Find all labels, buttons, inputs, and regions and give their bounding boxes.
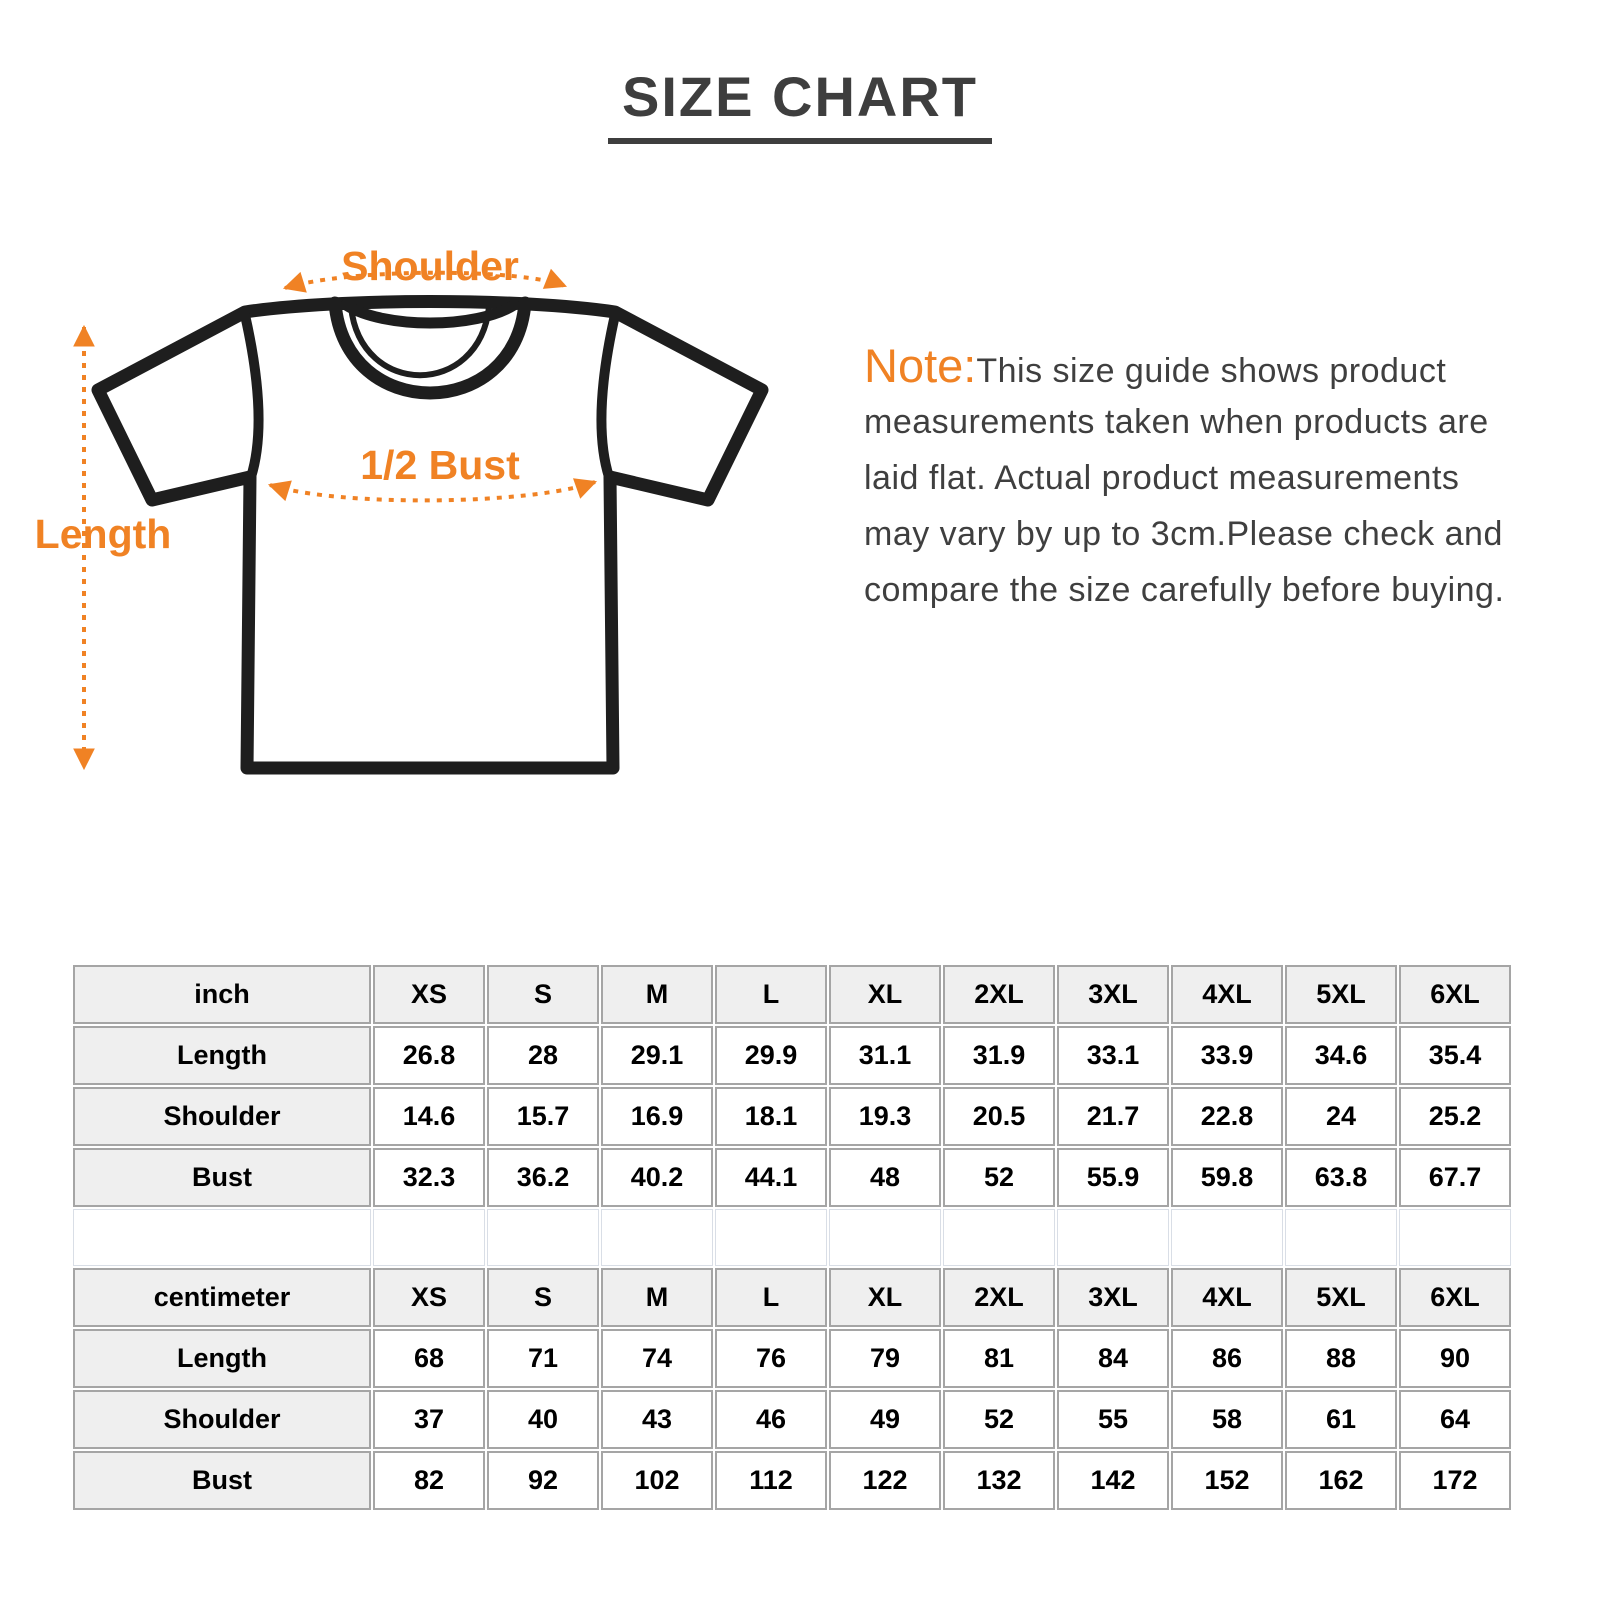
measurement-row [73, 1451, 1511, 1510]
spacer-cell [1057, 1209, 1169, 1266]
measurement-row [73, 1087, 1511, 1146]
value-cell: 35.4 [1399, 1026, 1511, 1085]
spacer-cell [1399, 1209, 1511, 1266]
size-header-cell: 6XL [1399, 1268, 1511, 1327]
value-cell: 28 [487, 1026, 599, 1085]
size-header-cell: XL [829, 965, 941, 1024]
spacer-cell [73, 1209, 371, 1266]
size-header-cell: 4XL [1171, 1268, 1283, 1327]
value-cell: 58 [1171, 1390, 1283, 1449]
value-cell: 43 [601, 1390, 713, 1449]
unit-label-cell: inch [73, 965, 371, 1024]
value-cell: 49 [829, 1390, 941, 1449]
size-chart-table [71, 963, 1513, 1512]
value-cell: 48 [829, 1148, 941, 1207]
value-cell: 71 [487, 1329, 599, 1388]
value-cell: 92 [487, 1451, 599, 1510]
value-cell: 31.1 [829, 1026, 941, 1085]
value-cell: 25.2 [1399, 1087, 1511, 1146]
value-cell: 59.8 [1171, 1148, 1283, 1207]
title-wrap [0, 64, 1600, 144]
value-cell: 74 [601, 1329, 713, 1388]
size-header-cell: 4XL [1171, 965, 1283, 1024]
spacer-cell [601, 1209, 713, 1266]
value-cell: 21.7 [1057, 1087, 1169, 1146]
value-cell: 102 [601, 1451, 713, 1510]
size-header-cell: XL [829, 1268, 941, 1327]
size-header-cell: M [601, 1268, 713, 1327]
value-cell: 81 [943, 1329, 1055, 1388]
measurement-row [73, 1148, 1511, 1207]
value-cell: 37 [373, 1390, 485, 1449]
value-cell: 52 [943, 1390, 1055, 1449]
size-header-cell: XS [373, 1268, 485, 1327]
value-cell: 55 [1057, 1390, 1169, 1449]
measurement-row [73, 1329, 1511, 1388]
size-header-cell: 2XL [943, 1268, 1055, 1327]
note-line: compare the size carefully before buying. [864, 571, 1505, 609]
measurement-row [73, 1026, 1511, 1085]
measurement-row [73, 1390, 1511, 1449]
note-text [864, 338, 1529, 618]
value-cell: 112 [715, 1451, 827, 1510]
measurement-label-cell: Length [73, 1329, 371, 1388]
value-cell: 14.6 [373, 1087, 485, 1146]
value-cell: 55.9 [1057, 1148, 1169, 1207]
measurement-label-cell: Shoulder [73, 1390, 371, 1449]
shoulder-label: Shoulder [341, 243, 519, 289]
value-cell: 20.5 [943, 1087, 1055, 1146]
value-cell: 52 [943, 1148, 1055, 1207]
value-cell: 90 [1399, 1329, 1511, 1388]
value-cell: 172 [1399, 1451, 1511, 1510]
value-cell: 132 [943, 1451, 1055, 1510]
value-cell: 32.3 [373, 1148, 485, 1207]
measurement-label-cell: Bust [73, 1451, 371, 1510]
value-cell: 24 [1285, 1087, 1397, 1146]
value-cell: 122 [829, 1451, 941, 1510]
spacer-cell [373, 1209, 485, 1266]
value-cell: 40.2 [601, 1148, 713, 1207]
value-cell: 46 [715, 1390, 827, 1449]
value-cell: 162 [1285, 1451, 1397, 1510]
value-cell: 29.1 [601, 1026, 713, 1085]
value-cell: 44.1 [715, 1148, 827, 1207]
spacer-cell [715, 1209, 827, 1266]
size-header-cell: XS [373, 965, 485, 1024]
value-cell: 79 [829, 1329, 941, 1388]
value-cell: 15.7 [487, 1087, 599, 1146]
value-cell: 84 [1057, 1329, 1169, 1388]
value-cell: 33.1 [1057, 1026, 1169, 1085]
unit-header-row [73, 965, 1511, 1024]
measurement-label-cell: Bust [73, 1148, 371, 1207]
value-cell: 36.2 [487, 1148, 599, 1207]
spacer-cell [487, 1209, 599, 1266]
value-cell: 86 [1171, 1329, 1283, 1388]
value-cell: 29.9 [715, 1026, 827, 1085]
size-header-cell: 6XL [1399, 965, 1511, 1024]
value-cell: 19.3 [829, 1087, 941, 1146]
spacer-cell [829, 1209, 941, 1266]
size-header-cell: L [715, 1268, 827, 1327]
tshirt-diagram [20, 230, 810, 830]
note-line: may vary by up to 3cm.Please check and [864, 515, 1503, 553]
value-cell: 34.6 [1285, 1026, 1397, 1085]
note-line: measurements taken when products are [864, 403, 1489, 441]
measurement-label-cell: Shoulder [73, 1087, 371, 1146]
value-cell: 142 [1057, 1451, 1169, 1510]
value-cell: 33.9 [1171, 1026, 1283, 1085]
value-cell: 40 [487, 1390, 599, 1449]
page-title: SIZE CHART [608, 64, 992, 144]
length-label: Length [34, 511, 172, 557]
note-line: laid flat. Actual product measurements [864, 459, 1460, 497]
value-cell: 88 [1285, 1329, 1397, 1388]
value-cell: 76 [715, 1329, 827, 1388]
measurement-label-cell: Length [73, 1026, 371, 1085]
value-cell: 18.1 [715, 1087, 827, 1146]
unit-header-row [73, 1268, 1511, 1327]
spacer-row [73, 1209, 1511, 1266]
value-cell: 16.9 [601, 1087, 713, 1146]
spacer-cell [1171, 1209, 1283, 1266]
value-cell: 152 [1171, 1451, 1283, 1510]
value-cell: 64 [1399, 1390, 1511, 1449]
value-cell: 82 [373, 1451, 485, 1510]
size-header-cell: S [487, 965, 599, 1024]
tshirt-outline [98, 302, 762, 769]
size-header-cell: 2XL [943, 965, 1055, 1024]
value-cell: 26.8 [373, 1026, 485, 1085]
spacer-cell [943, 1209, 1055, 1266]
value-cell: 31.9 [943, 1026, 1055, 1085]
value-cell: 22.8 [1171, 1087, 1283, 1146]
value-cell: 67.7 [1399, 1148, 1511, 1207]
value-cell: 68 [373, 1329, 485, 1388]
spacer-cell [1285, 1209, 1397, 1266]
size-header-cell: 5XL [1285, 965, 1397, 1024]
value-cell: 63.8 [1285, 1148, 1397, 1207]
bust-label: 1/2 Bust [360, 442, 520, 488]
size-header-cell: 3XL [1057, 1268, 1169, 1327]
size-header-cell: 3XL [1057, 965, 1169, 1024]
size-header-cell: L [715, 965, 827, 1024]
size-header-cell: M [601, 965, 713, 1024]
note-line: Note:This size guide shows product [864, 339, 1447, 392]
size-header-cell: 5XL [1285, 1268, 1397, 1327]
size-header-cell: S [487, 1268, 599, 1327]
note-prefix-label: Note: [864, 339, 977, 392]
unit-label-cell: centimeter [73, 1268, 371, 1327]
value-cell: 61 [1285, 1390, 1397, 1449]
